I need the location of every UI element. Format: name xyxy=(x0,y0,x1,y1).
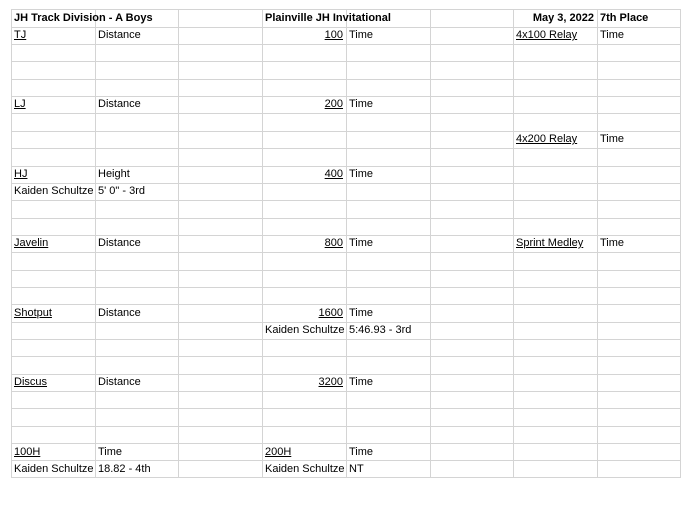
grid-line xyxy=(597,9,598,478)
event-4x200-relay[interactable]: 4x200 Relay xyxy=(516,133,578,145)
grid-line xyxy=(513,9,514,478)
event-shotput[interactable]: Shotput xyxy=(14,307,52,319)
event-200h[interactable]: 200H xyxy=(265,446,292,458)
result-mark[interactable]: NT xyxy=(349,463,364,475)
meet-title[interactable]: Plainville JH Invitational xyxy=(265,12,391,24)
event-lj[interactable]: LJ xyxy=(14,98,26,110)
result-mark[interactable]: 5' 0" - 3rd xyxy=(98,185,145,197)
measure-label[interactable]: Time xyxy=(600,237,625,249)
grid-line xyxy=(95,9,96,478)
grid-line xyxy=(346,9,347,478)
event-1600[interactable]: 1600 xyxy=(318,307,343,319)
division-title[interactable]: JH Track Division - A Boys xyxy=(14,12,153,24)
event-hj[interactable]: HJ xyxy=(14,168,28,180)
event-200[interactable]: 200 xyxy=(324,98,343,110)
event-400[interactable]: 400 xyxy=(324,168,343,180)
athlete-name[interactable]: Kaiden Schultze xyxy=(14,463,94,475)
measure-label[interactable]: Distance xyxy=(98,307,141,319)
event-4x100-relay[interactable]: 4x100 Relay xyxy=(516,29,578,41)
measure-label[interactable]: Time xyxy=(349,307,374,319)
event-100[interactable]: 100 xyxy=(324,29,343,41)
measure-label[interactable]: Height xyxy=(98,168,130,180)
measure-label[interactable]: Time xyxy=(349,29,374,41)
meet-date[interactable]: May 3, 2022 xyxy=(532,12,594,24)
grid-line xyxy=(11,9,12,478)
event-3200[interactable]: 3200 xyxy=(318,376,343,388)
measure-label[interactable]: Time xyxy=(349,98,374,110)
event-sprint-medley[interactable]: Sprint Medley xyxy=(516,237,584,249)
event-javelin[interactable]: Javelin xyxy=(14,237,49,249)
event-discus[interactable]: Discus xyxy=(14,376,48,388)
grid-line xyxy=(680,9,681,478)
measure-label[interactable]: Distance xyxy=(98,29,141,41)
event-tj[interactable]: TJ xyxy=(14,29,27,41)
team-place[interactable]: 7th Place xyxy=(600,12,649,24)
result-mark[interactable]: 5:46.93 - 3rd xyxy=(349,324,412,336)
measure-label[interactable]: Time xyxy=(600,133,625,145)
measure-label[interactable]: Time xyxy=(600,29,625,41)
result-mark[interactable]: 18.82 - 4th xyxy=(98,463,151,475)
measure-label[interactable]: Time xyxy=(98,446,123,458)
measure-label[interactable]: Distance xyxy=(98,376,141,388)
measure-label[interactable]: Time xyxy=(349,237,374,249)
measure-label[interactable]: Distance xyxy=(98,98,141,110)
event-100h[interactable]: 100H xyxy=(14,446,41,458)
measure-label[interactable]: Time xyxy=(349,376,374,388)
measure-label[interactable]: Time xyxy=(349,168,374,180)
grid-line xyxy=(178,9,179,478)
grid-line xyxy=(262,9,263,478)
athlete-name[interactable]: Kaiden Schultze xyxy=(265,324,345,336)
spreadsheet-grid xyxy=(11,9,681,478)
athlete-name[interactable]: Kaiden Schultze xyxy=(265,463,345,475)
measure-label[interactable]: Distance xyxy=(98,237,141,249)
event-800[interactable]: 800 xyxy=(324,237,343,249)
measure-label[interactable]: Time xyxy=(349,446,374,458)
grid-line xyxy=(430,9,431,478)
athlete-name[interactable]: Kaiden Schultze xyxy=(14,185,94,197)
